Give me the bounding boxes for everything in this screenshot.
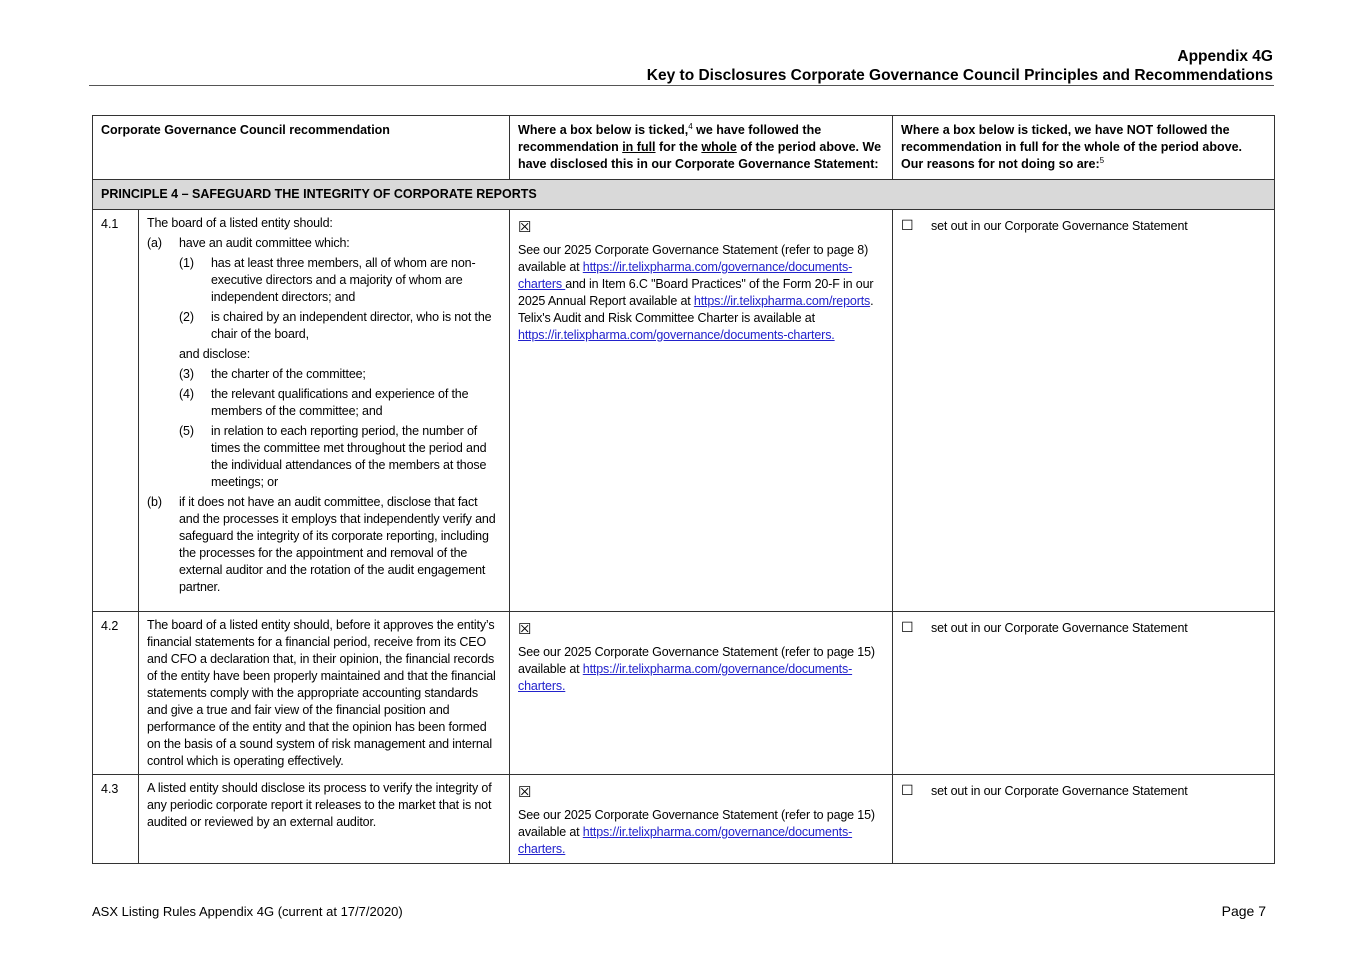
followed-text: See our 2025 Corporate Governance Statement (refer to page 15) available at <box>518 645 875 676</box>
table-header-row <box>93 116 1275 180</box>
principle-row <box>93 180 1275 210</box>
not-followed-text: set out in our Corporate Governance Statement <box>931 219 1188 233</box>
subitem-label: (4) <box>179 387 194 401</box>
principle-heading: PRINCIPLE 4 – SAFEGUARD THE INTEGRITY OF CORPORATE REPORTS <box>93 180 1275 210</box>
followed-cell <box>510 775 893 864</box>
table-row <box>93 210 1275 612</box>
reports-link[interactable]: https://ir.telixpharma.com/reports <box>693 294 871 308</box>
column-header-not-followed: Where a box below is ticked, we have NOT followed the recommendation in full for the whole of the period above. Our reasons for not doing so are:$^5$ <box>893 116 1275 180</box>
disclose-text: and disclose: <box>179 347 251 361</box>
column-header-recommendation: Corporate Governance Council recommendation <box>93 116 510 180</box>
recommendation-number: 4.3 <box>93 775 139 864</box>
item-text: have an audit committee which: <box>179 236 350 250</box>
ticked-checkbox[interactable]: ☒ <box>518 784 532 801</box>
ticked-checkbox[interactable]: ☒ <box>518 219 532 236</box>
item-label: (a) <box>147 236 162 250</box>
item-text: if it does not have an audit committee, disclose that fact and the processes it employs that independently verify and safeguard the integrity of its corporate reporting, including the processes for the appointment and removal of the external auditor and the rotation of the audit engagement partner. <box>179 495 496 594</box>
subitem-text: the relevant qualifications and experience of the members of the committee; and <box>211 387 469 418</box>
subitem-text: the charter of the committee; <box>211 367 366 381</box>
footer-source: ASX Listing Rules Appendix 4G (current at 17/7/2020) <box>92 904 403 919</box>
item-label: (b) <box>147 495 162 509</box>
followed-text: See our 2025 Corporate Governance Statement (refer to page 8) available at <box>518 243 869 274</box>
header-subtitle: Key to Disclosures Corporate Governance Council Principles and Recommendations <box>646 67 1273 84</box>
recommendation-number: 4.2 <box>93 612 139 775</box>
subitem-label: (2) <box>179 310 194 324</box>
subitem-text: has at least three members, all of whom are non-executive directors and a majority of whom are independent directors; and <box>211 256 476 304</box>
subitem-text: in relation to each reporting period, the number of times the committee met throughout the period and the individual attendances of the members at those meetings; or <box>211 424 487 489</box>
not-followed-cell <box>893 775 1275 864</box>
ticked-checkbox[interactable]: ☒ <box>518 621 532 638</box>
charters-link[interactable]: https://ir.telixpharma.com/governance/documents-charters. <box>518 328 835 342</box>
not-followed-cell <box>893 210 1275 612</box>
empty-checkbox[interactable]: ☐ <box>901 217 914 233</box>
disclosure-table <box>92 115 1275 864</box>
charters-link[interactable]: https://ir.telixpharma.com/governance/documents-charters <box>518 260 853 291</box>
not-followed-text: set out in our Corporate Governance Statement <box>931 621 1188 635</box>
recommendation-text: A listed entity should disclose its process to verify the integrity of any periodic corporate report it releases to the market that is not audited or reviewed by an external auditor. <box>139 775 510 864</box>
header-rule <box>89 85 1274 86</box>
recommendation-number: 4.1 <box>93 210 139 612</box>
subitem-label: (1) <box>179 256 194 270</box>
column-header-followed: Where a box below is ticked,$^4$ we have followed the recommendation in full for the whole of the period above. We have disclosed this in our Corporate Governance Statement: <box>510 116 893 180</box>
recommendation-text: The board of a listed entity should, before it approves the entity’s financial statements for a financial period, receive from its CEO and CFO a declaration that, in their opinion, the financial records of the entity have been properly maintained and that the financial statements comply with the appropriate accounting standards and give a true and fair view of the financial position and performance of the entity and that the opinion has been formed on the basis of a sound system of risk management and internal control which is operating effectively. <box>139 612 510 775</box>
followed-cell <box>510 612 893 775</box>
not-followed-cell <box>893 612 1275 775</box>
recommendation-intro: The board of a listed entity should: <box>147 216 333 230</box>
charters-link[interactable]: https://ir.telixpharma.com/governance/documents-charters. <box>518 662 853 693</box>
header-title: Appendix 4G <box>1177 48 1273 65</box>
followed-text: . Telix's Audit and Risk Committee Charter is available at <box>518 294 874 325</box>
table-row <box>93 775 1275 864</box>
empty-checkbox[interactable]: ☐ <box>901 782 914 798</box>
document-header <box>647 47 1273 85</box>
recommendation-text <box>139 210 510 612</box>
charters-link[interactable]: https://ir.telixpharma.com/governance/documents-charters. <box>518 825 853 856</box>
table-row <box>93 612 1275 775</box>
subitem-label: (5) <box>179 424 194 438</box>
followed-cell <box>510 210 893 612</box>
empty-checkbox[interactable]: ☐ <box>901 619 914 635</box>
followed-text: See our 2025 Corporate Governance Statement (refer to page 15) available at <box>518 808 875 839</box>
subitem-label: (3) <box>179 367 194 381</box>
subitem-text: is chaired by an independent director, who is not the chair of the board, <box>211 310 492 341</box>
not-followed-text: set out in our Corporate Governance Statement <box>931 784 1188 798</box>
followed-text: and in Item 6.C "Board Practices" of the Form 20-F in our 2025 Annual Report available at <box>518 277 874 308</box>
page-number: Page 7 <box>1221 903 1266 919</box>
